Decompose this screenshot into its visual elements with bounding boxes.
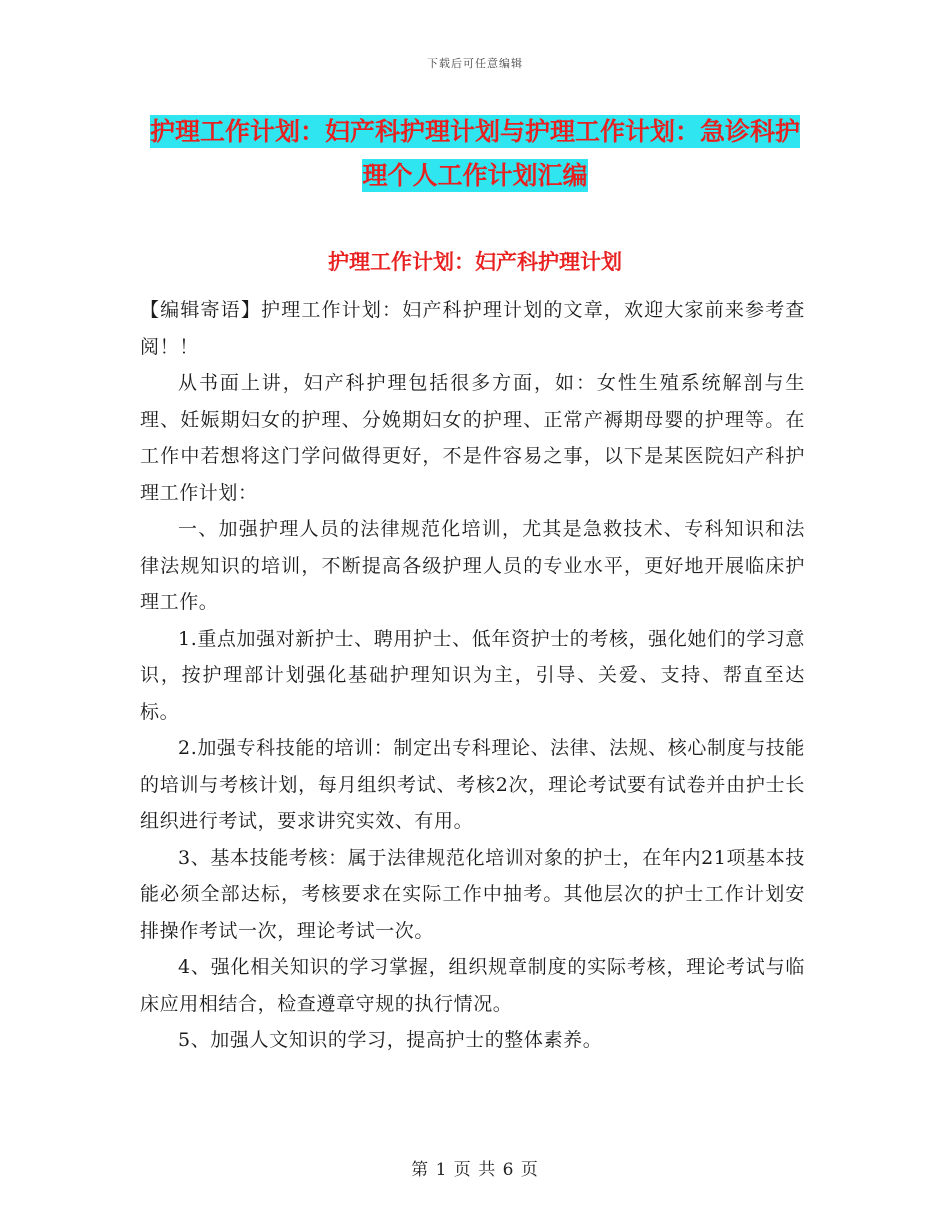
body-paragraph: 2.加强专科技能的培训：制定出专科理论、法律、法规、核心制度与技能的培训与考核计划，每月组织考试、考核2次，理论考试要有试卷并由护士长组织进行考试，要求讲究实效、有用。 [140,737,805,832]
body-paragraph: 5、加强人文知识的学习，提高护士的整体素养。 [178,1029,603,1051]
body-paragraph: 从书面上讲，妇产科护理包括很多方面，如：女性生殖系统解剖与生理、妊娠期妇女的护理、分娩期妇女的护理、正常产褥期母婴的护理等。在工作中若想将这门学问做得更好，不是件容易之事，以下是某医院妇产科护理工作计划： [140,372,805,504]
body-paragraph: 1.重点加强对新护士、聘用护士、低年资护士的考核，强化她们的学习意识，按护理部计划强化基础护理知识为主，引导、关爱、支持、帮直至达标。 [140,627,805,723]
body-paragraph: 4、强化相关知识的学习掌握，组织规章制度的实际考核，理论考试与临床应用相结合，检查遵章守规的执行情况。 [140,956,805,1015]
section-title: 护理工作计划：妇产科护理计划 [328,250,622,274]
body-paragraph: 3、基本技能考核：属于法律规范化培训对象的护士，在年内21项基本技能必须全部达标，考核要求在实际工作中抽考。其他层次的护士工作计划安排操作考试一次，理论考试一次。 [140,846,805,942]
header-note: 下载后可任意编辑 [427,57,523,70]
body-paragraph: 一、加强护理人员的法律规范化培训，尤其是急救技术、专科知识和法律法规知识的培训，不断提高各级护理人员的专业水平，更好地开展临床护理工作。 [140,518,805,613]
document-title-text: 护理工作计划：妇产科护理计划与护理工作计划：急诊科护理个人工作计划汇编 [149,117,800,190]
document-body [140,292,805,1059]
document-title [140,110,810,198]
editor-note-paragraph: 【编辑寄语】护理工作计划：妇产科护理计划的文章，欢迎大家前来参考查阅！！ [140,299,805,358]
page-number: 第 1 页 共 6 页 [411,1160,539,1180]
